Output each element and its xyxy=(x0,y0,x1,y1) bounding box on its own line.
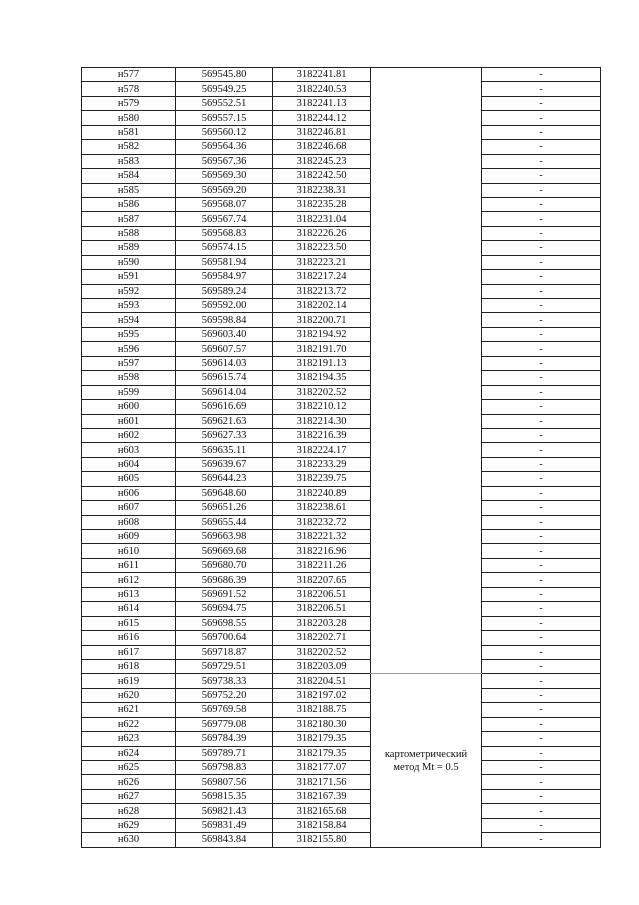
y-coordinate-cell: 3182202.52 xyxy=(273,645,371,659)
point-id-cell: н601 xyxy=(82,414,176,428)
table-row xyxy=(82,270,601,284)
y-coordinate-cell: 3182235.28 xyxy=(273,197,371,211)
x-coordinate-cell: 569694.75 xyxy=(176,602,273,616)
y-coordinate-cell: 3182171.56 xyxy=(273,775,371,789)
point-id-cell: н622 xyxy=(82,717,176,731)
extra-mark-cell: - xyxy=(482,544,601,558)
extra-mark-cell: - xyxy=(482,659,601,673)
table-row xyxy=(82,414,601,428)
y-coordinate-cell: 3182165.68 xyxy=(273,804,371,818)
y-coordinate-cell: 3182245.23 xyxy=(273,154,371,168)
y-coordinate-cell: 3182231.04 xyxy=(273,212,371,226)
extra-mark-cell: - xyxy=(482,775,601,789)
point-id-cell: н628 xyxy=(82,804,176,818)
y-coordinate-cell: 3182221.32 xyxy=(273,530,371,544)
extra-mark-cell: - xyxy=(482,443,601,457)
point-id-cell: н627 xyxy=(82,789,176,803)
table-row xyxy=(82,140,601,154)
table-row xyxy=(82,342,601,356)
y-coordinate-cell: 3182241.81 xyxy=(273,68,371,82)
point-id-cell: н578 xyxy=(82,82,176,96)
point-id-cell: н596 xyxy=(82,342,176,356)
x-coordinate-cell: 569752.20 xyxy=(176,688,273,702)
y-coordinate-cell: 3182246.81 xyxy=(273,125,371,139)
extra-mark-cell: - xyxy=(482,472,601,486)
table-row xyxy=(82,82,601,96)
table-row xyxy=(82,602,601,616)
y-coordinate-cell: 3182202.14 xyxy=(273,299,371,313)
table-row xyxy=(82,544,601,558)
extra-mark-cell: - xyxy=(482,414,601,428)
table-row xyxy=(82,789,601,803)
x-coordinate-cell: 569569.30 xyxy=(176,169,273,183)
extra-mark-cell: - xyxy=(482,515,601,529)
point-id-cell: н590 xyxy=(82,255,176,269)
point-id-cell: н598 xyxy=(82,371,176,385)
point-id-cell: н583 xyxy=(82,154,176,168)
extra-mark-cell: - xyxy=(482,270,601,284)
extra-mark-cell: - xyxy=(482,674,601,688)
x-coordinate-cell: 569698.55 xyxy=(176,616,273,630)
point-id-cell: н597 xyxy=(82,356,176,370)
x-coordinate-cell: 569603.40 xyxy=(176,327,273,341)
x-coordinate-cell: 569663.98 xyxy=(176,530,273,544)
point-id-cell: н611 xyxy=(82,558,176,572)
point-id-cell: н587 xyxy=(82,212,176,226)
point-id-cell: н620 xyxy=(82,688,176,702)
y-coordinate-cell: 3182240.53 xyxy=(273,82,371,96)
x-coordinate-cell: 569700.64 xyxy=(176,631,273,645)
y-coordinate-cell: 3182203.28 xyxy=(273,616,371,630)
table-row xyxy=(82,154,601,168)
extra-mark-cell: - xyxy=(482,631,601,645)
extra-mark-cell: - xyxy=(482,111,601,125)
x-coordinate-cell: 569552.51 xyxy=(176,96,273,110)
y-coordinate-cell: 3182238.31 xyxy=(273,183,371,197)
extra-mark-cell: - xyxy=(482,255,601,269)
x-coordinate-cell: 569644.23 xyxy=(176,472,273,486)
extra-mark-cell: - xyxy=(482,717,601,731)
extra-mark-cell: - xyxy=(482,457,601,471)
y-coordinate-cell: 3182224.17 xyxy=(273,443,371,457)
point-id-cell: н588 xyxy=(82,226,176,240)
x-coordinate-cell: 569655.44 xyxy=(176,515,273,529)
x-coordinate-cell: 569648.60 xyxy=(176,486,273,500)
point-id-cell: н599 xyxy=(82,385,176,399)
extra-mark-cell: - xyxy=(482,732,601,746)
y-coordinate-cell: 3182246.68 xyxy=(273,140,371,154)
x-coordinate-cell: 569549.25 xyxy=(176,82,273,96)
table-row xyxy=(82,371,601,385)
y-coordinate-cell: 3182223.21 xyxy=(273,255,371,269)
extra-mark-cell: - xyxy=(482,818,601,832)
extra-mark-cell: - xyxy=(482,400,601,414)
y-coordinate-cell: 3182238.61 xyxy=(273,501,371,515)
extra-mark-cell: - xyxy=(482,197,601,211)
coordinates-table xyxy=(81,67,601,848)
table-row xyxy=(82,688,601,702)
extra-mark-cell: - xyxy=(482,573,601,587)
point-id-cell: н619 xyxy=(82,674,176,688)
extra-mark-cell: - xyxy=(482,212,601,226)
point-id-cell: н602 xyxy=(82,428,176,442)
extra-mark-cell: - xyxy=(482,169,601,183)
extra-mark-cell: - xyxy=(482,428,601,442)
x-coordinate-cell: 569729.51 xyxy=(176,659,273,673)
point-id-cell: н580 xyxy=(82,111,176,125)
x-coordinate-cell: 569627.33 xyxy=(176,428,273,442)
x-coordinate-cell: 569807.56 xyxy=(176,775,273,789)
extra-mark-cell: - xyxy=(482,68,601,82)
extra-mark-cell: - xyxy=(482,501,601,515)
extra-mark-cell: - xyxy=(482,284,601,298)
x-coordinate-cell: 569615.74 xyxy=(176,371,273,385)
extra-mark-cell: - xyxy=(482,761,601,775)
y-coordinate-cell: 3182213.72 xyxy=(273,284,371,298)
point-id-cell: н593 xyxy=(82,299,176,313)
point-id-cell: н605 xyxy=(82,472,176,486)
x-coordinate-cell: 569614.03 xyxy=(176,356,273,370)
extra-mark-cell: - xyxy=(482,789,601,803)
x-coordinate-cell: 569821.43 xyxy=(176,804,273,818)
x-coordinate-cell: 569621.63 xyxy=(176,414,273,428)
y-coordinate-cell: 3182204.51 xyxy=(273,674,371,688)
point-id-cell: н592 xyxy=(82,284,176,298)
table-row xyxy=(82,775,601,789)
method-cell-empty xyxy=(371,68,482,674)
table-row xyxy=(82,327,601,341)
x-coordinate-cell: 569691.52 xyxy=(176,587,273,601)
table-row xyxy=(82,659,601,673)
table-row xyxy=(82,428,601,442)
extra-mark-cell: - xyxy=(482,327,601,341)
y-coordinate-cell: 3182244.12 xyxy=(273,111,371,125)
x-coordinate-cell: 569779.08 xyxy=(176,717,273,731)
table-row xyxy=(82,761,601,775)
x-coordinate-cell: 569784.39 xyxy=(176,732,273,746)
y-coordinate-cell: 3182214.30 xyxy=(273,414,371,428)
coordinates-table-body xyxy=(82,68,601,848)
point-id-cell: н586 xyxy=(82,197,176,211)
point-id-cell: н623 xyxy=(82,732,176,746)
y-coordinate-cell: 3182206.51 xyxy=(273,587,371,601)
x-coordinate-cell: 569568.83 xyxy=(176,226,273,240)
point-id-cell: н610 xyxy=(82,544,176,558)
x-coordinate-cell: 569584.97 xyxy=(176,270,273,284)
y-coordinate-cell: 3182206.51 xyxy=(273,602,371,616)
point-id-cell: н607 xyxy=(82,501,176,515)
table-row xyxy=(82,169,601,183)
x-coordinate-cell: 569568.07 xyxy=(176,197,273,211)
method-label-line1: картометрический xyxy=(384,748,468,760)
x-coordinate-cell: 569680.70 xyxy=(176,558,273,572)
y-coordinate-cell: 3182202.71 xyxy=(273,631,371,645)
table-row xyxy=(82,284,601,298)
extra-mark-cell: - xyxy=(482,241,601,255)
table-row xyxy=(82,385,601,399)
y-coordinate-cell: 3182155.80 xyxy=(273,833,371,847)
x-coordinate-cell: 569614.04 xyxy=(176,385,273,399)
table-row xyxy=(82,183,601,197)
table-row xyxy=(82,457,601,471)
y-coordinate-cell: 3182203.09 xyxy=(273,659,371,673)
y-coordinate-cell: 3182242.50 xyxy=(273,169,371,183)
extra-mark-cell: - xyxy=(482,342,601,356)
table-row xyxy=(82,212,601,226)
table-row xyxy=(82,68,601,82)
y-coordinate-cell: 3182241.13 xyxy=(273,96,371,110)
x-coordinate-cell: 569798.83 xyxy=(176,761,273,775)
extra-mark-cell: - xyxy=(482,125,601,139)
table-row xyxy=(82,96,601,110)
point-id-cell: н612 xyxy=(82,573,176,587)
y-coordinate-cell: 3182223.50 xyxy=(273,241,371,255)
y-coordinate-cell: 3182239.75 xyxy=(273,472,371,486)
y-coordinate-cell: 3182191.13 xyxy=(273,356,371,370)
y-coordinate-cell: 3182211.26 xyxy=(273,558,371,572)
point-id-cell: н618 xyxy=(82,659,176,673)
y-coordinate-cell: 3182179.35 xyxy=(273,732,371,746)
point-id-cell: н630 xyxy=(82,833,176,847)
method-cell xyxy=(371,674,482,847)
table-row xyxy=(82,732,601,746)
point-id-cell: н579 xyxy=(82,96,176,110)
point-id-cell: н582 xyxy=(82,140,176,154)
x-coordinate-cell: 569718.87 xyxy=(176,645,273,659)
extra-mark-cell: - xyxy=(482,645,601,659)
point-id-cell: н584 xyxy=(82,169,176,183)
y-coordinate-cell: 3182158.84 xyxy=(273,818,371,832)
table-row xyxy=(82,631,601,645)
table-row xyxy=(82,530,601,544)
table-row xyxy=(82,833,601,847)
x-coordinate-cell: 569607.57 xyxy=(176,342,273,356)
extra-mark-cell: - xyxy=(482,299,601,313)
point-id-cell: н614 xyxy=(82,602,176,616)
y-coordinate-cell: 3182210.12 xyxy=(273,400,371,414)
extra-mark-cell: - xyxy=(482,226,601,240)
y-coordinate-cell: 3182188.75 xyxy=(273,703,371,717)
x-coordinate-cell: 569815.35 xyxy=(176,789,273,803)
point-id-cell: н615 xyxy=(82,616,176,630)
extra-mark-cell: - xyxy=(482,833,601,847)
table-row xyxy=(82,515,601,529)
table-row xyxy=(82,573,601,587)
table-row xyxy=(82,486,601,500)
x-coordinate-cell: 569635.11 xyxy=(176,443,273,457)
point-id-cell: н617 xyxy=(82,645,176,659)
point-id-cell: н604 xyxy=(82,457,176,471)
table-row xyxy=(82,125,601,139)
x-coordinate-cell: 569843.84 xyxy=(176,833,273,847)
x-coordinate-cell: 569789.71 xyxy=(176,746,273,760)
method-label-line2: метод Mt = 0.5 xyxy=(393,761,459,773)
table-row xyxy=(82,818,601,832)
y-coordinate-cell: 3182217.24 xyxy=(273,270,371,284)
y-coordinate-cell: 3182191.70 xyxy=(273,342,371,356)
table-row xyxy=(82,587,601,601)
x-coordinate-cell: 569567.36 xyxy=(176,154,273,168)
y-coordinate-cell: 3182180.30 xyxy=(273,717,371,731)
table-row xyxy=(82,703,601,717)
point-id-cell: н585 xyxy=(82,183,176,197)
y-coordinate-cell: 3182207.65 xyxy=(273,573,371,587)
table-row xyxy=(82,501,601,515)
table-row xyxy=(82,616,601,630)
table-row xyxy=(82,717,601,731)
x-coordinate-cell: 569564.36 xyxy=(176,140,273,154)
y-coordinate-cell: 3182197.02 xyxy=(273,688,371,702)
x-coordinate-cell: 569569.20 xyxy=(176,183,273,197)
y-coordinate-cell: 3182194.92 xyxy=(273,327,371,341)
y-coordinate-cell: 3182202.52 xyxy=(273,385,371,399)
extra-mark-cell: - xyxy=(482,82,601,96)
table-row xyxy=(82,226,601,240)
table-row xyxy=(82,400,601,414)
x-coordinate-cell: 569686.39 xyxy=(176,573,273,587)
table-row xyxy=(82,472,601,486)
extra-mark-cell: - xyxy=(482,602,601,616)
extra-mark-cell: - xyxy=(482,356,601,370)
y-coordinate-cell: 3182216.96 xyxy=(273,544,371,558)
x-coordinate-cell: 569557.15 xyxy=(176,111,273,125)
y-coordinate-cell: 3182177.07 xyxy=(273,761,371,775)
point-id-cell: н608 xyxy=(82,515,176,529)
extra-mark-cell: - xyxy=(482,530,601,544)
x-coordinate-cell: 569560.12 xyxy=(176,125,273,139)
table-row xyxy=(82,804,601,818)
point-id-cell: н621 xyxy=(82,703,176,717)
y-coordinate-cell: 3182226.26 xyxy=(273,226,371,240)
point-id-cell: н577 xyxy=(82,68,176,82)
x-coordinate-cell: 569769.58 xyxy=(176,703,273,717)
x-coordinate-cell: 569831.49 xyxy=(176,818,273,832)
table-row xyxy=(82,674,601,688)
point-id-cell: н613 xyxy=(82,587,176,601)
point-id-cell: н624 xyxy=(82,746,176,760)
extra-mark-cell: - xyxy=(482,96,601,110)
table-row xyxy=(82,645,601,659)
y-coordinate-cell: 3182179.35 xyxy=(273,746,371,760)
table-row xyxy=(82,255,601,269)
extra-mark-cell: - xyxy=(482,154,601,168)
point-id-cell: н609 xyxy=(82,530,176,544)
x-coordinate-cell: 569592.00 xyxy=(176,299,273,313)
extra-mark-cell: - xyxy=(482,703,601,717)
extra-mark-cell: - xyxy=(482,804,601,818)
x-coordinate-cell: 569589.24 xyxy=(176,284,273,298)
point-id-cell: н595 xyxy=(82,327,176,341)
x-coordinate-cell: 569598.84 xyxy=(176,313,273,327)
point-id-cell: н589 xyxy=(82,241,176,255)
x-coordinate-cell: 569581.94 xyxy=(176,255,273,269)
y-coordinate-cell: 3182167.39 xyxy=(273,789,371,803)
table-row xyxy=(82,111,601,125)
table-row xyxy=(82,746,601,760)
extra-mark-cell: - xyxy=(482,486,601,500)
y-coordinate-cell: 3182233.29 xyxy=(273,457,371,471)
y-coordinate-cell: 3182216.39 xyxy=(273,428,371,442)
extra-mark-cell: - xyxy=(482,183,601,197)
y-coordinate-cell: 3182194.35 xyxy=(273,371,371,385)
point-id-cell: н603 xyxy=(82,443,176,457)
x-coordinate-cell: 569651.26 xyxy=(176,501,273,515)
x-coordinate-cell: 569639.67 xyxy=(176,457,273,471)
extra-mark-cell: - xyxy=(482,746,601,760)
x-coordinate-cell: 569669.68 xyxy=(176,544,273,558)
point-id-cell: н616 xyxy=(82,631,176,645)
table-row xyxy=(82,443,601,457)
extra-mark-cell: - xyxy=(482,140,601,154)
table-row xyxy=(82,558,601,572)
y-coordinate-cell: 3182240.89 xyxy=(273,486,371,500)
point-id-cell: н626 xyxy=(82,775,176,789)
point-id-cell: н606 xyxy=(82,486,176,500)
extra-mark-cell: - xyxy=(482,616,601,630)
point-id-cell: н581 xyxy=(82,125,176,139)
table-row xyxy=(82,299,601,313)
extra-mark-cell: - xyxy=(482,558,601,572)
table-row xyxy=(82,356,601,370)
point-id-cell: н594 xyxy=(82,313,176,327)
point-id-cell: н625 xyxy=(82,761,176,775)
y-coordinate-cell: 3182200.71 xyxy=(273,313,371,327)
x-coordinate-cell: 569574.15 xyxy=(176,241,273,255)
x-coordinate-cell: 569567.74 xyxy=(176,212,273,226)
extra-mark-cell: - xyxy=(482,385,601,399)
table-row xyxy=(82,313,601,327)
extra-mark-cell: - xyxy=(482,688,601,702)
x-coordinate-cell: 569738.33 xyxy=(176,674,273,688)
point-id-cell: н629 xyxy=(82,818,176,832)
table-row xyxy=(82,197,601,211)
extra-mark-cell: - xyxy=(482,587,601,601)
extra-mark-cell: - xyxy=(482,371,601,385)
x-coordinate-cell: 569616.69 xyxy=(176,400,273,414)
extra-mark-cell: - xyxy=(482,313,601,327)
y-coordinate-cell: 3182232.72 xyxy=(273,515,371,529)
point-id-cell: н600 xyxy=(82,400,176,414)
point-id-cell: н591 xyxy=(82,270,176,284)
x-coordinate-cell: 569545.80 xyxy=(176,68,273,82)
table-row xyxy=(82,241,601,255)
